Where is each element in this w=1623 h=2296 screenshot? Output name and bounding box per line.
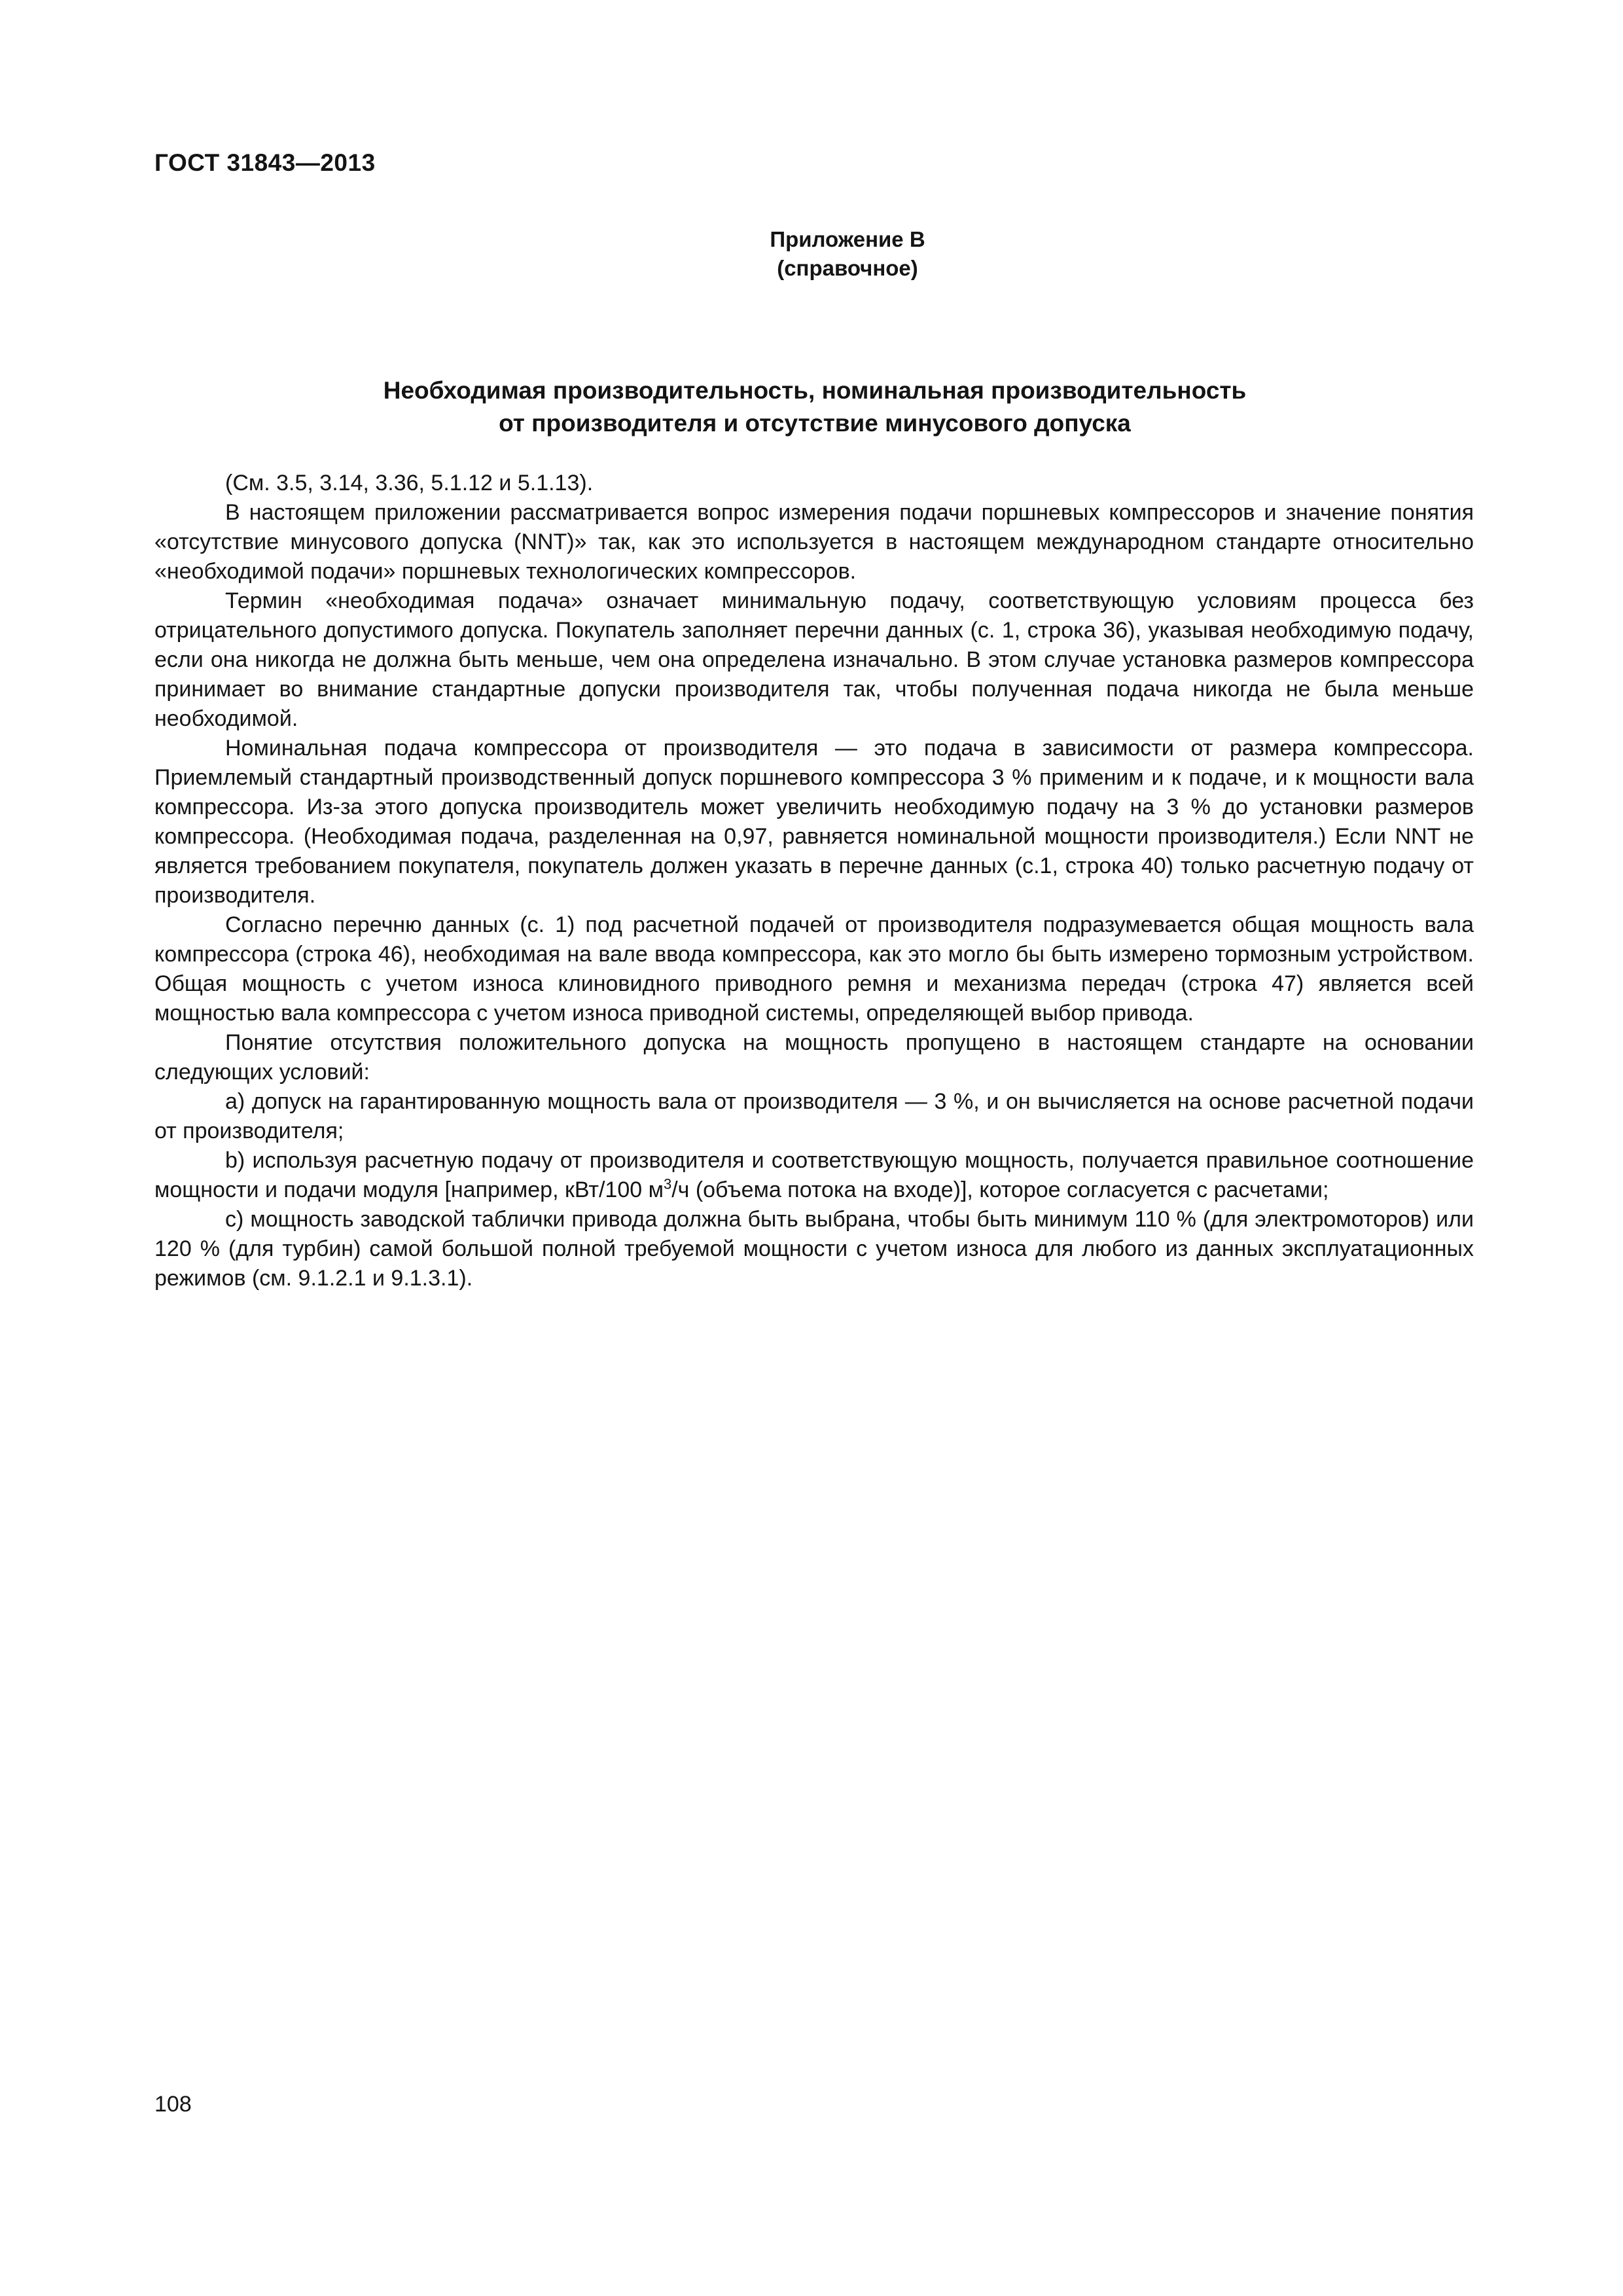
required-flow-paragraph: Термин «необходимая подача» означает минимальную подачу, соответствующую условиям процесса без отрицательного допустимого допуска. Покупатель заполняет перечни данных (с. 1, строка 36), указывая необходимую подачу, если она никогда не должна быть меньше, чем она определена изначально. В этом случае установка размеров компрессора принимает во внимание стандартные допуски производителя так, чтобы полученная подача никогда не была меньше необходимой. [154, 588, 1474, 731]
design-flow-paragraph: Согласно перечню данных (с. 1) под расчетной подачей от производителя подразумевается общая мощность вала компрессора (строка 46), необходимая на вале ввода компрессора, как это могло бы быть измерено тормозным устройством. Общая мощность с учетом износа клиновидного приводного ремня и механизма передач (строка 47) является всей мощностью вала компрессора с учетом износа приводной системы, определяющей выбор привода. [154, 912, 1474, 1026]
annex-label: Приложение В [770, 227, 925, 251]
conditions-paragraph: Понятие отсутствия положительного допуска на мощность пропущено в настоящем стандарте на основании следующих условий: [154, 1030, 1474, 1085]
condition-item-b-text-end: /ч (объема потока на входе)], которое согласуется с расчетами; [671, 1177, 1329, 1202]
page-number: 108 [154, 2092, 192, 2117]
intro-paragraph: В настоящем приложении рассматривается вопрос измерения подачи поршневых компрессоров и значение понятия «отсутствие минусового допуска (NNT)» так, как это используется в настоящем международном стандарте относительно «необходимой подачи» поршневых технологических компрессоров. [154, 500, 1474, 584]
annex-body [154, 469, 1474, 1293]
condition-item-b [154, 1146, 1474, 1205]
condition-item-a: a) допуск на гарантированную мощность вала от производителя — 3 %, и он вычисляется на основе расчетной подачи от производителя; [154, 1089, 1474, 1143]
annex-title-line-1: Необходимая производительность, номинальная производительность [383, 377, 1247, 404]
reference-paragraph: (См. 3.5, 3.14, 3.36, 5.1.12 и 5.1.13). [225, 471, 594, 495]
annex-title [0, 374, 1623, 440]
superscript-cube: 3 [663, 1175, 672, 1193]
condition-item-b-text-start: b) используя расчетную подачу от производителя и соответствующую мощность, получается правильное соотношение мощности и подачи модуля [например, кВт/100 м [154, 1148, 1474, 1202]
standard-designation: ГОСТ 31843—2013 [154, 149, 376, 176]
annex-status: (справочное) [777, 256, 918, 280]
condition-item-c: c) мощность заводской таблички привода должна быть выбрана, чтобы быть минимум 110 % (для электромоторов) или 120 % (для турбин) самой большой полной требуемой мощности с учетом износа для любого из данных эксплуатационных режимов (см. 9.1.2.1 и 9.1.3.1). [154, 1207, 1474, 1291]
annex-heading [0, 225, 1623, 283]
nominal-flow-paragraph: Номинальная подача компрессора от производителя — это подача в зависимости от размера компрессора. Приемлемый стандартный производственный допуск поршневого компрессора 3 % применим и к подаче, и к мощности вала компрессора. Из-за этого допуска производитель может увеличить необходимую подачу на 3 % до установки размеров компрессора. (Необходимая подача, разделенная на 0,97, равняется номинальной мощности производителя.) Если NNT не является требованием покупателя, покупатель должен указать в перечне данных (с.1, строка 40) только расчетную подачу от производителя. [154, 736, 1474, 908]
annex-title-line-2: от производителя и отсутствие минусового допуска [499, 410, 1131, 437]
